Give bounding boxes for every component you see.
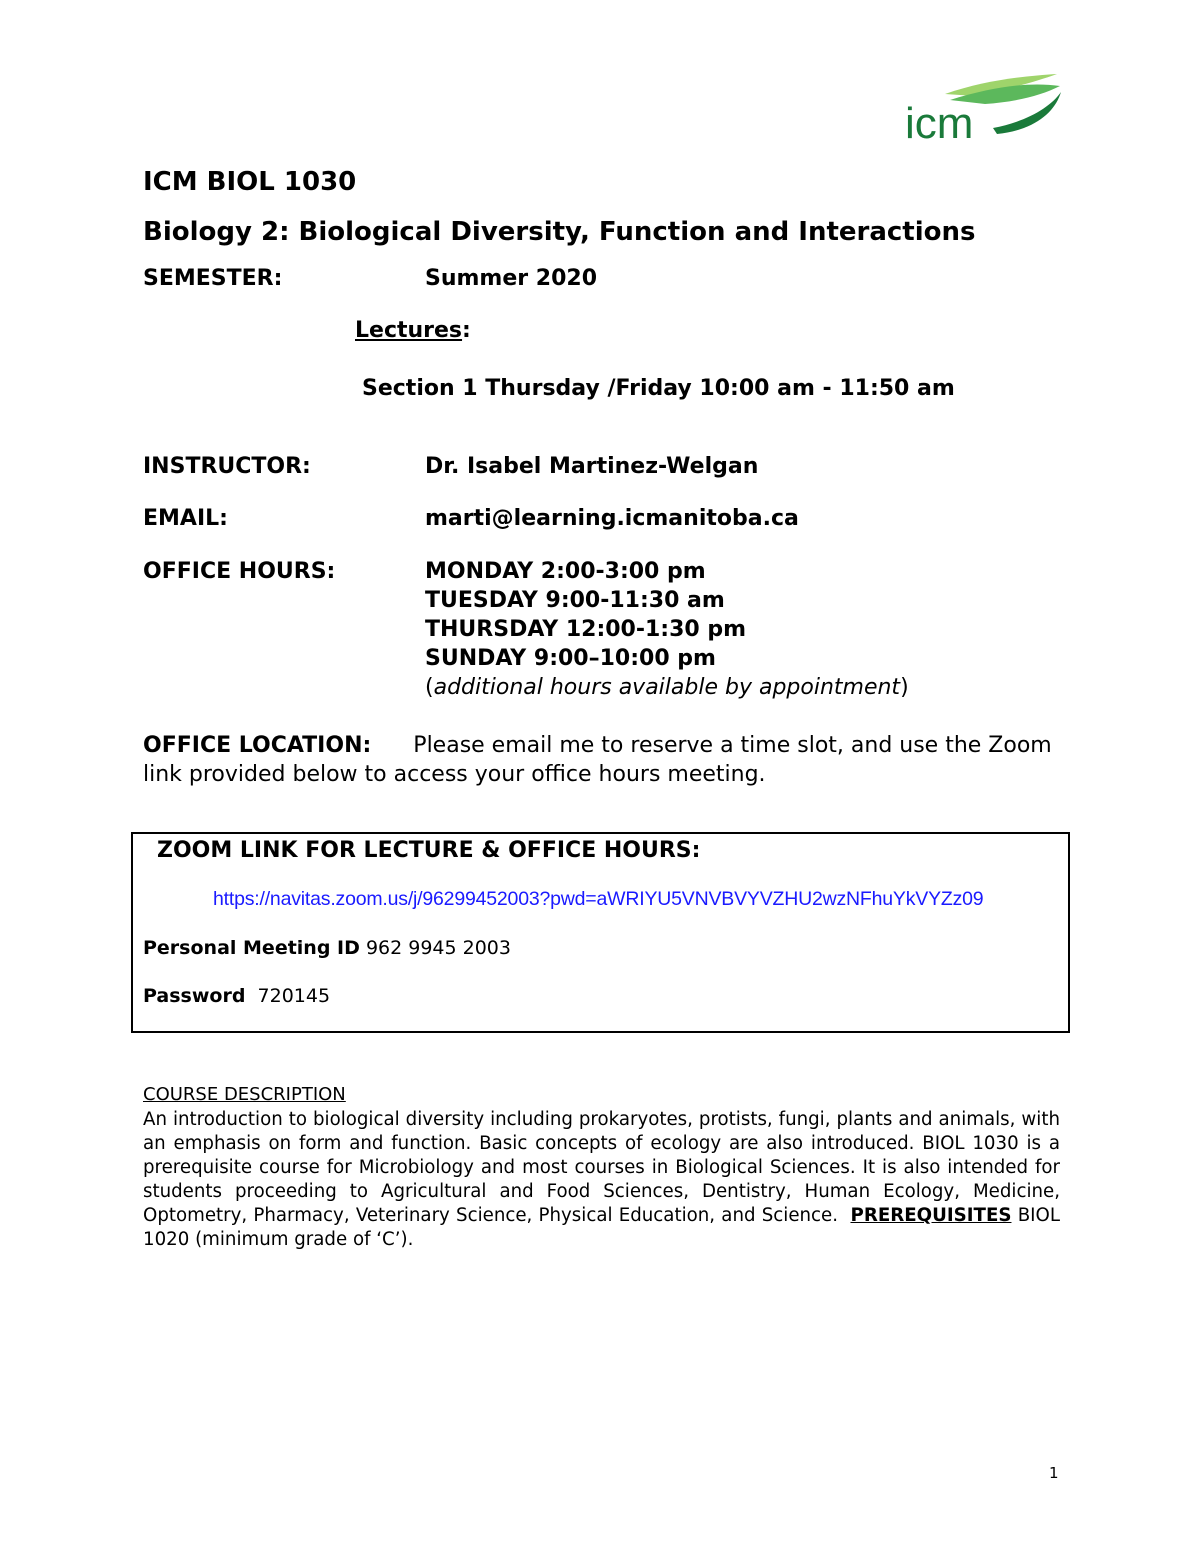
office-location — [143, 731, 1060, 789]
meeting-id-value: 962 9945 2003 — [365, 937, 511, 959]
office-hours-note-line — [425, 673, 909, 702]
office-hours-note: additional hours available by appointment — [433, 675, 901, 700]
meeting-id-label: Personal Meeting ID — [143, 937, 360, 959]
password-label: Password — [143, 985, 246, 1007]
note-close: ) — [900, 675, 909, 700]
office-hours-line: SUNDAY 9:00–10:00 pm — [425, 646, 716, 671]
password-row — [143, 985, 330, 1007]
office-hours-line: TUESDAY 9:00-11:30 am — [425, 588, 725, 613]
semester-label: SEMESTER: — [143, 266, 283, 291]
password-value: 720145 — [257, 985, 331, 1007]
office-hours-line: MONDAY 2:00-3:00 pm — [425, 559, 706, 584]
course-code: ICM BIOL 1030 — [143, 167, 357, 197]
office-hours-line: THURSDAY 12:00-1:30 pm — [425, 617, 747, 642]
zoom-link[interactable]: https://navitas.zoom.us/j/96299452003?pwd=aWRIYU5VNVBVYVZHU2wzNFhuYkVYZz09 — [213, 888, 984, 910]
email-value[interactable]: marti@learning.icmanitoba.ca — [425, 506, 799, 531]
logo-text: icm — [905, 99, 974, 144]
note-open: ( — [425, 675, 434, 700]
email-label: EMAIL: — [143, 506, 228, 531]
course-description-text: An introduction to biological diversity including prokaryotes, protists, fungi, plants and animals, with an emphasis on form and function. Basic concepts of ecology are also introduced. BIOL 1030 is a prerequisite course for Microbiology and most courses in Biological Sciences. It is also intended for students proceeding to Agricultural and Food Sciences, Dentistry, Human Ecology, Medicine, Optometry, Pharmacy, Veterinary Science, Physical Education, and Science. — [143, 1109, 1060, 1226]
course-description — [143, 1108, 1060, 1252]
instructor-value: Dr. Isabel Martinez-Welgan — [425, 454, 759, 479]
office-location-label: OFFICE LOCATION: — [143, 733, 372, 758]
lectures-label: Lectures — [355, 318, 463, 343]
meeting-id-row — [143, 937, 511, 959]
instructor-label: INSTRUCTOR: — [143, 454, 311, 479]
office-location-text: Please email me to reserve a time slot, and use the Zoom link provided below to access your office hours meeting. — [143, 733, 1052, 787]
page-number: 1 — [1049, 1464, 1059, 1482]
course-description-heading: COURSE DESCRIPTION — [143, 1084, 346, 1105]
icm-logo — [905, 72, 1065, 144]
lecture-section: Section 1 Thursday /Friday 10:00 am - 11:50 am — [362, 376, 955, 401]
office-hours-label: OFFICE HOURS: — [143, 559, 336, 584]
lectures-heading — [355, 318, 471, 343]
prerequisites-label: PREREQUISITES — [850, 1205, 1012, 1226]
zoom-heading: ZOOM LINK FOR LECTURE & OFFICE HOURS: — [157, 838, 701, 863]
semester-value: Summer 2020 — [425, 266, 598, 291]
prerequisites-text: BIOL 1020 (minimum grade of ‘C’). — [143, 1205, 1060, 1250]
course-title: Biology 2: Biological Diversity, Function and Interactions — [143, 217, 976, 247]
office-hours-list — [425, 557, 909, 702]
lectures-colon: : — [462, 318, 471, 343]
